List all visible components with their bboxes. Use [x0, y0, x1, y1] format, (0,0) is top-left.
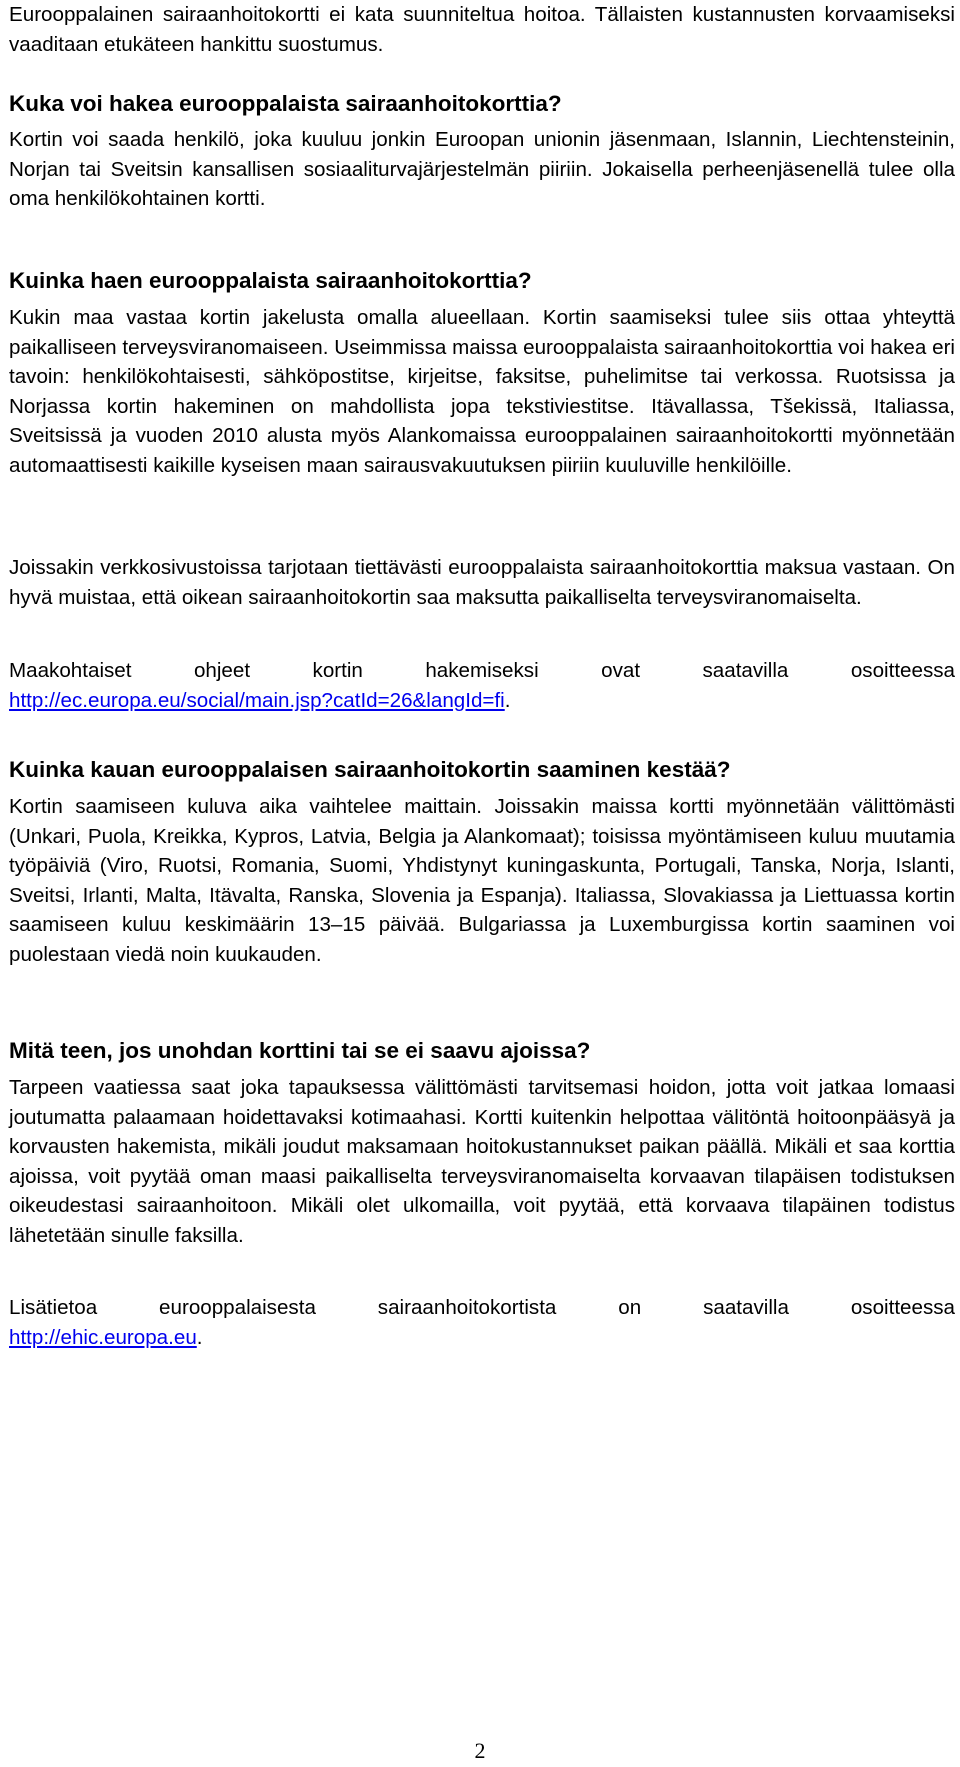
more-info-text: Lisätietoa eurooppalaisesta sairaanhoitokortista on saatavilla osoitteessa [9, 1296, 955, 1319]
heading-how-long: Kuinka kauan eurooppalaisen sairaanhoitokortin saaminen kestää? [9, 757, 731, 782]
more-info-link[interactable]: http://ehic.europa.eu [9, 1325, 197, 1349]
paragraph-who-can-apply: Kortin voi saada henkilö, joka kuuluu jonkin Euroopan unionin jäsenmaan, Islannin, Liechtensteinin, Norjan tai Sveitsin kansallisen sosiaaliturvajärjestelmän piiriin. Jokaisella perheenjäsenellä tulee olla oma henkilökohtainen kortti. [9, 128, 955, 210]
paragraph-more-info [9, 1293, 955, 1352]
paragraph-how-long: Kortin saamiseen kuluva aika vaihtelee maittain. Joissakin maissa kortti myönnetään välittömästi (Unkari, Puola, Kreikka, Kypros, Latvia, Belgia ja Alankomaat); toisissa myöntämiseen kuluu muutamia työpäiviä (Viro, Ruotsi, Romania, Suomi, Yhdistynyt kuningaskunta, Portugali, Tanska, Norja, Islanti, Sveitsi, Irlanti, Malta, Itävalta, Ranska, Slovenia ja Espanja). Italiassa, Slovakiassa ja Liettuassa kortin saamiseen kuluu keskimäärin 13–15 päivää. Bulgariassa ja Luxemburgissa kortin saaminen voi puolestaan viedä noin kuukauden. [9, 795, 955, 966]
paragraph-how-to-apply: Kukin maa vastaa kortin jakelusta omalla alueellaan. Kortin saamiseksi tulee siis ottaa yhteyttä paikalliseen terveysviranomaiseen. Useimmissa maissa eurooppalaista sairaanhoitokorttia voi hakea eri tavoin: henkilökohtaisesti, sähköpostitse, kirjeitse, faksitse, puhelimitse tai verkossa. Ruotsissa ja Norjassa kortin hakeminen on mahdollista jopa tekstiviestitse. Itävallassa, Tšekissä, Italiassa, Sveitsissä ja vuoden 2010 alusta myös Alankomaissa eurooppalainen sairaanhoitokortti myönnetään automaattisesti kaikille kyseisen maan sairausvakuutuksen piiriin kuuluville henkilöille. [9, 306, 955, 477]
heading-how-to-apply: Kuinka haen eurooppalaista sairaanhoitokorttia? [9, 268, 532, 293]
more-info-period: . [196, 1325, 203, 1349]
page-number: 2 [474, 1738, 486, 1763]
country-guides-period: . [504, 688, 511, 712]
heading-who-can-apply: Kuka voi hakea eurooppalaista sairaanhoitokorttia? [9, 91, 562, 116]
country-guides-text: Maakohtaiset ohjeet kortin hakemiseksi ovat saatavilla osoitteessa [9, 659, 955, 682]
paragraph-websites-warning: Joissakin verkkosivustoissa tarjotaan tiettävästi eurooppalaista sairaanhoitokorttia maksua vastaan. On hyvä muistaa, että oikean sairaanhoitokortin saa maksutta paikalliselta terveysviranomaiselta. [9, 556, 955, 609]
paragraph-country-guides [9, 656, 955, 715]
intro-paragraph: Eurooppalainen sairaanhoitokortti ei kata suunniteltua hoitoa. Tällaisten kustannusten korvaamiseksi vaaditaan etukäteen hankittu suostumus. [9, 3, 955, 56]
heading-forgot-card: Mitä teen, jos unohdan korttini tai se ei saavu ajoissa? [9, 1038, 591, 1063]
country-guides-link[interactable]: http://ec.europa.eu/social/main.jsp?catId=26&langId=fi [9, 688, 505, 712]
paragraph-forgot-card: Tarpeen vaatiessa saat joka tapauksessa välittömästi tarvitsemasi hoidon, jotta voit jatkaa lomaasi joutumatta palaamaan hoidettavaksi kotimaahasi. Kortti kuitenkin helpottaa välitöntä hoitoonpääsyä ja korvausten hakemista, mikäli joudut maksamaan hoitokustannukset paikan päällä. Mikäli et saa korttia ajoissa, voit pyytää oman maasi paikalliselta terveysviranomaiselta korvaavan tilapäisen todistuksen oikeudestasi sairaanhoitoon. Mikäli olet ulkomailla, voit pyytää, että korvaava tilapäinen todistus lähetetään sinulle faksilla. [9, 1076, 955, 1247]
